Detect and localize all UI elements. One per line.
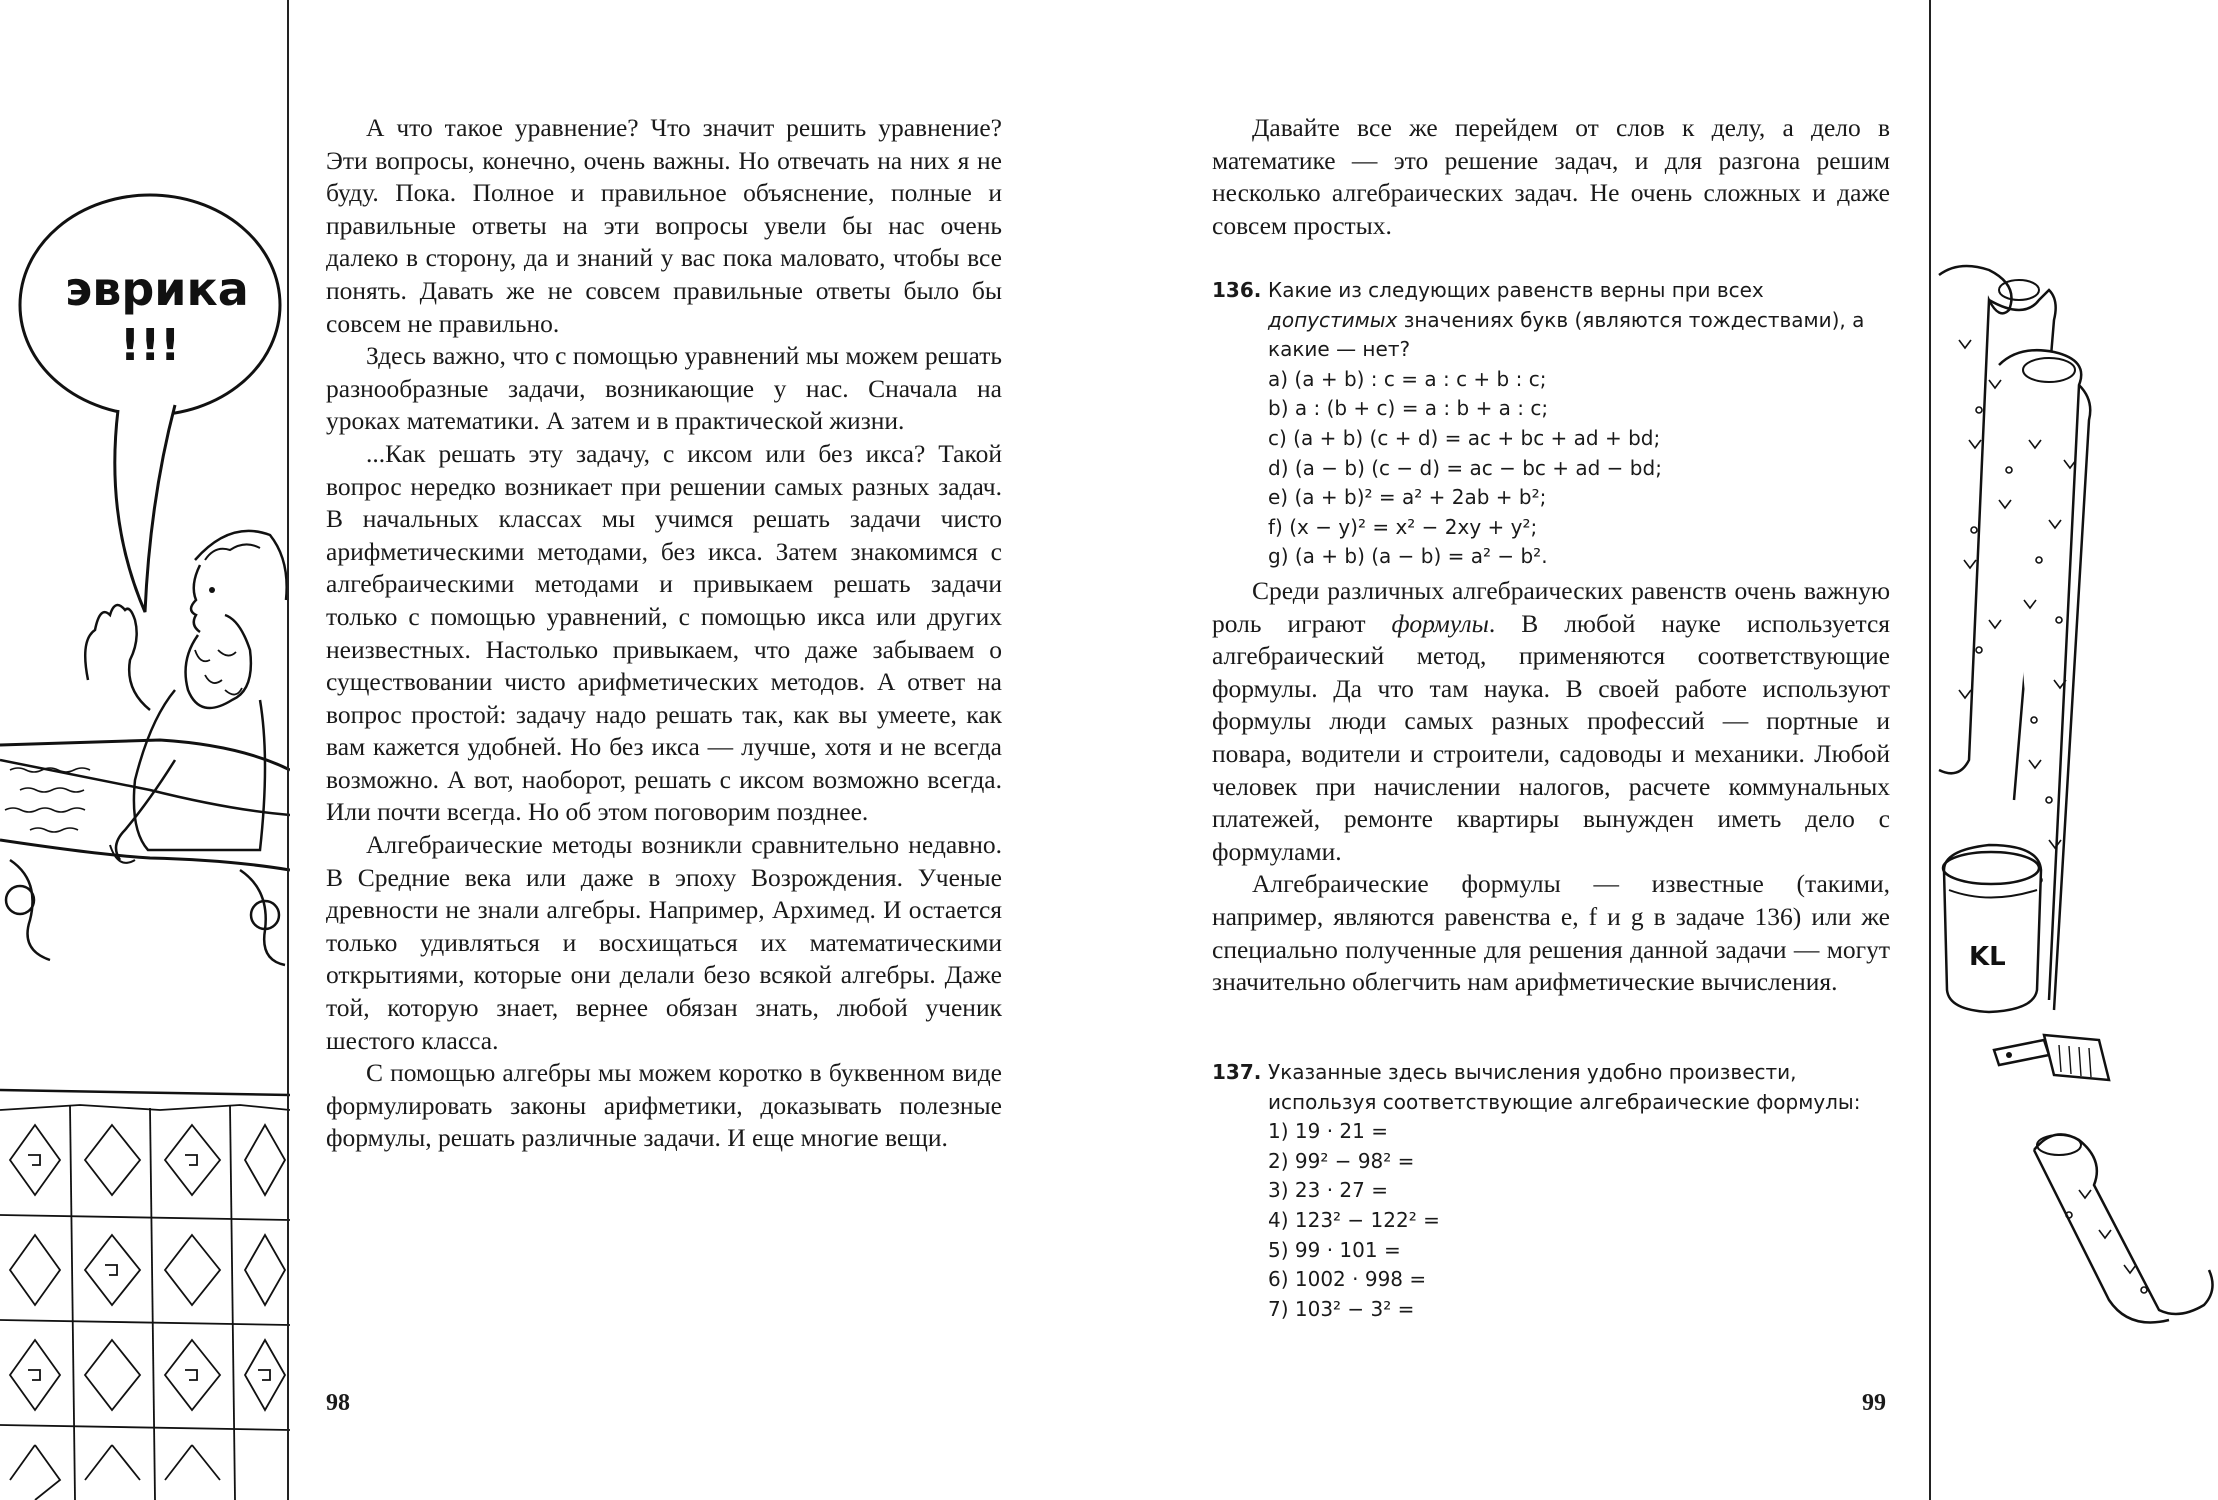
statement-emphasis: допустимых [1268, 307, 1398, 332]
problem-number: 137. [1212, 1060, 1262, 1084]
list-item: 6) 1002 · 998 = [1268, 1267, 1427, 1292]
torso [134, 690, 265, 850]
statement-text: Какие из следующих равенств верны при всех [1268, 278, 1764, 302]
right-page-intro [1212, 112, 1890, 242]
paint-brush [1994, 1040, 2049, 1065]
paragraph: ...Как решать эту задачу, с иксом или без икса? Такой вопрос нередко возникает при решении самых разных задач. В начальных классах мы учимся решать задачи чисто арифметическими методами, без икса. Затем знакомимся с алгебраическими методами и привыкаем решать задачи только с помощью уравнений, с помощью икса или других неизвестных. Настолько привыкаем, что даже забываем о существовании чисто арифметических методов. А ответ на вопрос простой: задачу надо решать так, как вы умеете, как вам кажется удобней. Но без икса — лучше, хотя и не всегда возможно. А вот, наоборот, решать с иксом возможно всегда. Или почти всегда. Но об этом поговорим позднее. [326, 438, 1002, 827]
list-item: d) (a − b) (c − d) = ac − bc + ad − bd; [1268, 455, 1662, 480]
speech-bubble-text: эврика [65, 262, 249, 316]
list-item: e) (a + b)² = a² + 2ab + b²; [1268, 485, 1547, 510]
wallpaper-roll-unrolled [2034, 1134, 2213, 1314]
speech-bubble-exclamation: !!! [120, 320, 181, 371]
right-page-formulas-text [1212, 575, 1890, 999]
problem-items [1268, 365, 1872, 572]
list-item: 5) 99 · 101 = [1268, 1237, 1401, 1262]
speech-bubble-tail [115, 405, 175, 612]
problem-136 [1212, 276, 1872, 572]
problem-statement [1268, 276, 1872, 365]
list-item: g) (a + b) (a − b) = a² − b². [1268, 544, 1548, 569]
list-item: c) (a + b) (c + d) = ac + bc + ad + bd; [1268, 425, 1661, 450]
list-item: 1) 19 · 21 = [1268, 1119, 1388, 1144]
archimedes-illustration [0, 0, 290, 1500]
paragraph: Алгебраические методы возникли сравнительно недавно. В Средние века или даже в эпоху Возрождения. Ученые древности не знали алгебры. Например, Архимед. И остается только удивляться и восхищаться их математическими открытиями, которые они делали безо всякой алгебры. Даже той, которую знает, вернее обязан знать, любой ученик шестого класса. [326, 830, 1002, 1055]
list-item: a) (a + b) : c = a : c + b : c; [1268, 366, 1547, 391]
paragraph: Алгебраические формулы — известные (такими, например, являются равенства e, f и g в задаче 136) или же специально полученные для решения данной задачи — могут значительно облегчить нам арифметические вычисления. [1212, 869, 1890, 997]
wallpaper-illustration [1929, 0, 2218, 1500]
bath-water [5, 768, 90, 832]
paragraph: Здесь важно, что с помощью уравнений мы можем решать разнообразные задачи, возникающие у нас. Сначала на уроках математики. А затем и в практической жизни. [326, 341, 1002, 436]
problem-items [1268, 1117, 1872, 1324]
list-item: b) a : (b + c) = a : b + a : c; [1268, 396, 1549, 421]
face-profile [191, 565, 200, 632]
page-number-right: 99 [1862, 1390, 1886, 1416]
list-item: f) (x − y)² = x² − 2xy + y²; [1268, 514, 1538, 539]
bucket [1944, 845, 2041, 1012]
paragraph-text: . В любой науке используется алгебраический метод, применяются соответствующие формулы. Да что там наука. В своей работе используют формулы люди самых разных профессий — портные и повара, водители и строители, садоводы и механики. Любой человек при начислении налогов, расчете коммунальных платежей, ремонте квартиры вынужден иметь дело с формулами. [1212, 608, 1890, 866]
list-item: 2) 99² − 98² = [1268, 1148, 1415, 1173]
paragraph: С помощью алгебры мы можем коротко в буквенном виде формулировать законы арифметики, доказывать полезные формулы, решать различные задачи. И еще многие вещи. [326, 1058, 1002, 1153]
bath-body [0, 760, 290, 815]
list-item: 3) 23 · 27 = [1268, 1178, 1388, 1203]
left-page-body [326, 112, 1002, 1155]
problem-statement: Указанные здесь вычисления удобно произвести, используя соответствующие алгебраические формулы: [1268, 1060, 1861, 1114]
problem-137 [1212, 1058, 1872, 1324]
raised-hand [85, 605, 150, 710]
list-item: 7) 103² − 3² = [1268, 1296, 1415, 1321]
paragraph: Давайте все же перейдем от слов к делу, а дело в математике — это решение задач, и для разгона решим несколько алгебраических задач. Не очень сложных и даже совсем простых. [1212, 113, 1890, 240]
paragraph-text: Среди различных алгебраических равенств очень важную роль играют [1212, 576, 1890, 638]
paragraph [1212, 575, 1890, 868]
statement-text: значениях букв (являются тождествами), а какие — нет? [1268, 307, 1865, 362]
left-margin-rule [287, 0, 289, 1500]
head-outline [195, 531, 287, 600]
paragraph-emphasis: формулы [1391, 608, 1489, 638]
page-number-left: 98 [326, 1390, 350, 1416]
bucket-label: KL [1969, 942, 2006, 972]
tiled-floor [0, 1105, 290, 1500]
problem-number: 136. [1212, 278, 1262, 302]
wallpaper-roll-tall [1939, 266, 2012, 773]
list-item: 4) 123² − 122² = [1268, 1207, 1440, 1232]
floor-line [0, 1090, 290, 1095]
paragraph: А что такое уравнение? Что значит решить уравнение? Эти вопросы, конечно, очень важны. Но отвечать на них я не буду. Пока. Полное и правильное объяснение, полные и правильные ответы на эти вопросы увели бы нас очень далеко в сторону, да и знаний у вас пока маловато, чтобы все понять. Давать же не совсем правильные ответы было бы совсем не правильно. [326, 113, 1002, 338]
